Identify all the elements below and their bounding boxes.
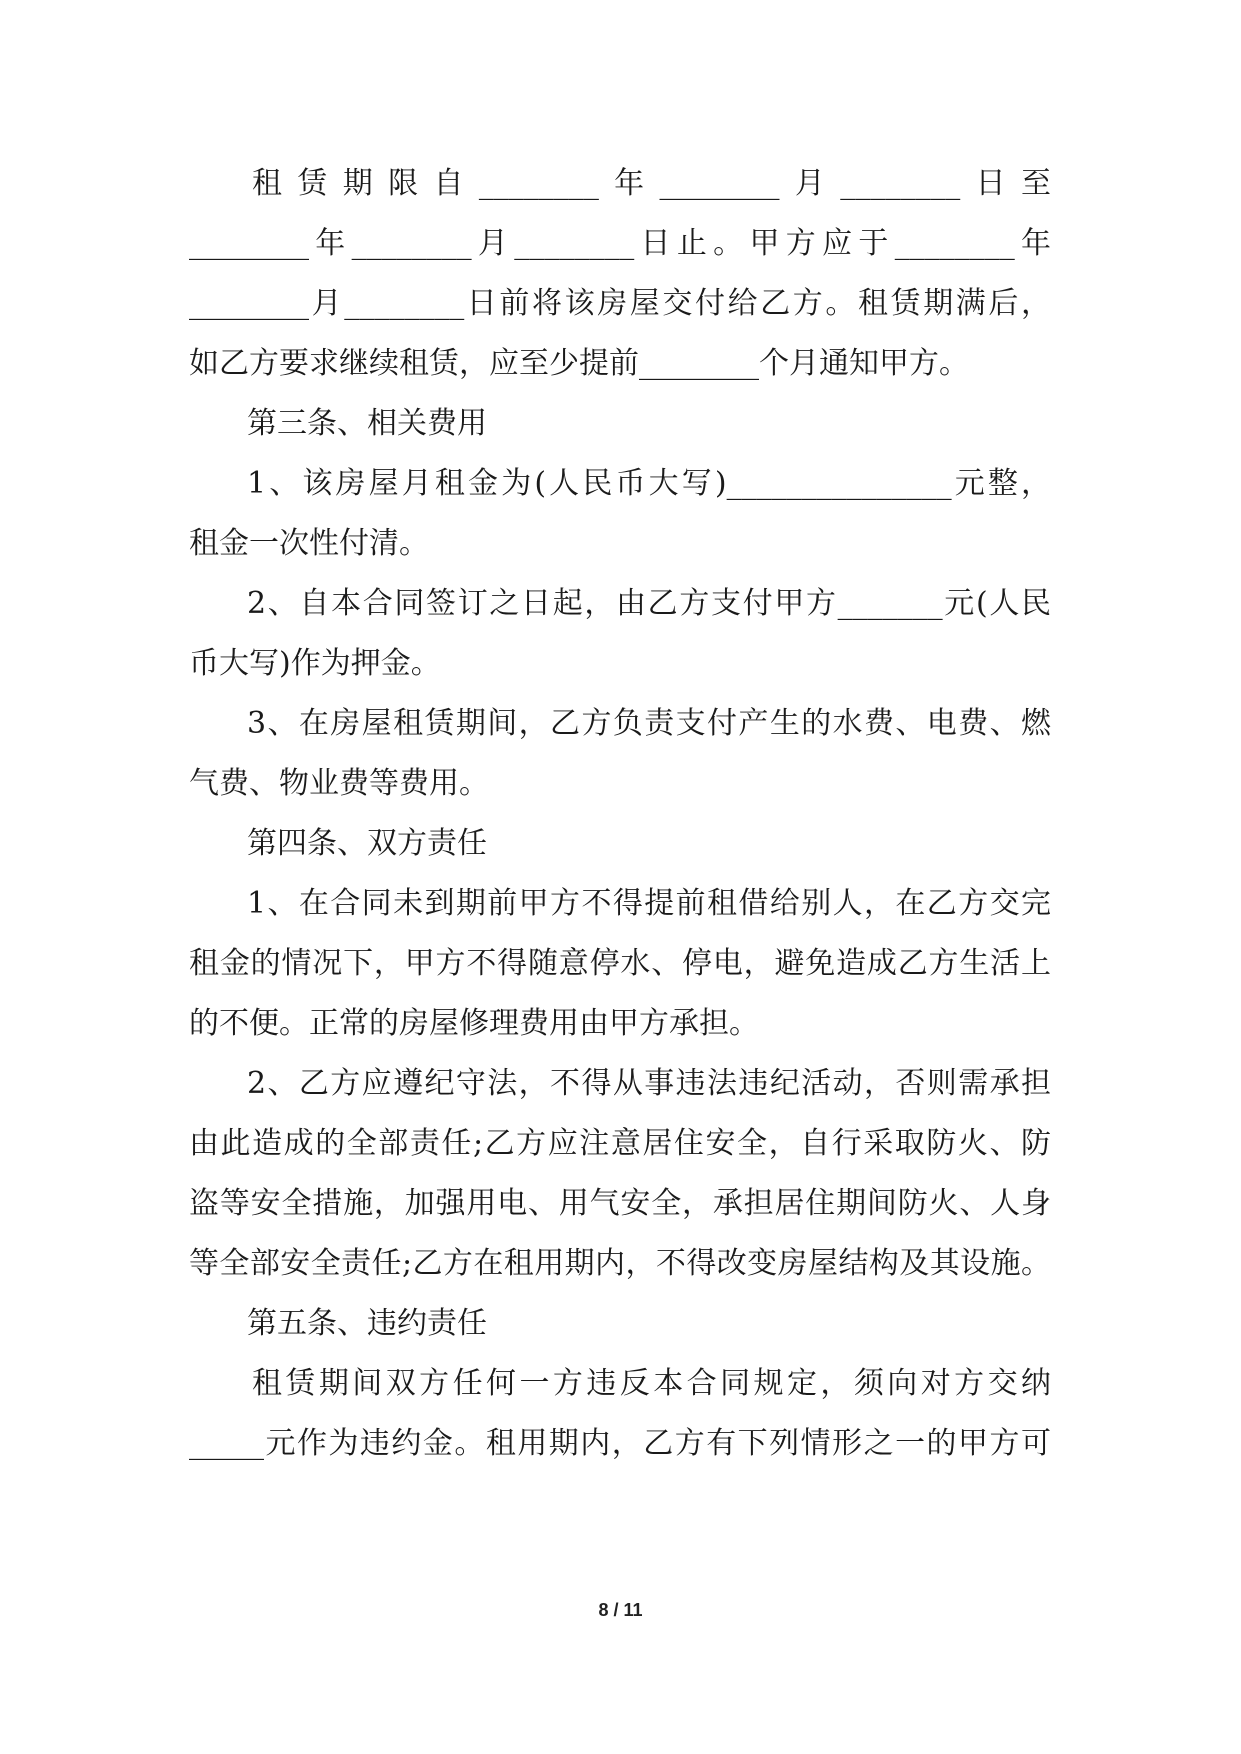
text-line: 盗等安全措施，加强用电、用气安全，承担居住期间防火、人身	[189, 1186, 1051, 1221]
section-heading: 第五条、违约责任	[247, 1306, 487, 1341]
text-line: 如乙方要求继续租赁，应至少提前________个月通知甲方。	[189, 346, 969, 381]
text-line: ________月________日前将该房屋交付给乙方。租赁期满后，	[189, 286, 1051, 321]
text-line: 1、在合同未到期前甲方不得提前租借给别人，在乙方交完	[247, 886, 1051, 921]
text-line: 气费、物业费等费用。	[189, 766, 489, 801]
text-line: 2、自本合同签订之日起，由乙方支付甲方_______元(人民	[247, 586, 1051, 621]
page-number: 8 / 11	[598, 1600, 643, 1620]
section-heading: 第三条、相关费用	[247, 406, 487, 441]
section-heading: 第四条、双方责任	[247, 826, 487, 861]
text-line: _____元作为违约金。租用期内，乙方有下列情形之一的甲方可	[189, 1426, 1051, 1461]
text-line: 的不便。正常的房屋修理费用由甲方承担。	[189, 1006, 759, 1041]
text-line: 由此造成的全部责任;乙方应注意居住安全，自行采取防火、防	[189, 1126, 1051, 1161]
text-line: 租赁期间双方任何一方违反本合同规定，须向对方交纳	[252, 1366, 1051, 1401]
text-line: ________年________月________日止。甲方应于________年	[189, 226, 1051, 261]
text-line: 等全部安全责任;乙方在租用期内，不得改变房屋结构及其设施。	[189, 1246, 1051, 1281]
text-line: 租金的情况下，甲方不得随意停水、停电，避免造成乙方生活上	[189, 946, 1051, 981]
text-line: 3、在房屋租赁期间，乙方负责支付产生的水费、电费、燃	[247, 706, 1051, 741]
text-line: 2、乙方应遵纪守法，不得从事违法违纪活动，否则需承担	[247, 1066, 1051, 1101]
text-line: 币大写)作为押金。	[189, 646, 441, 681]
text-line: 租赁期限自________年________月________日至	[252, 166, 1051, 201]
text-line: 1、该房屋月租金为(人民币大写)_______________元整，	[247, 466, 1051, 501]
text-line: 租金一次性付清。	[189, 526, 429, 561]
